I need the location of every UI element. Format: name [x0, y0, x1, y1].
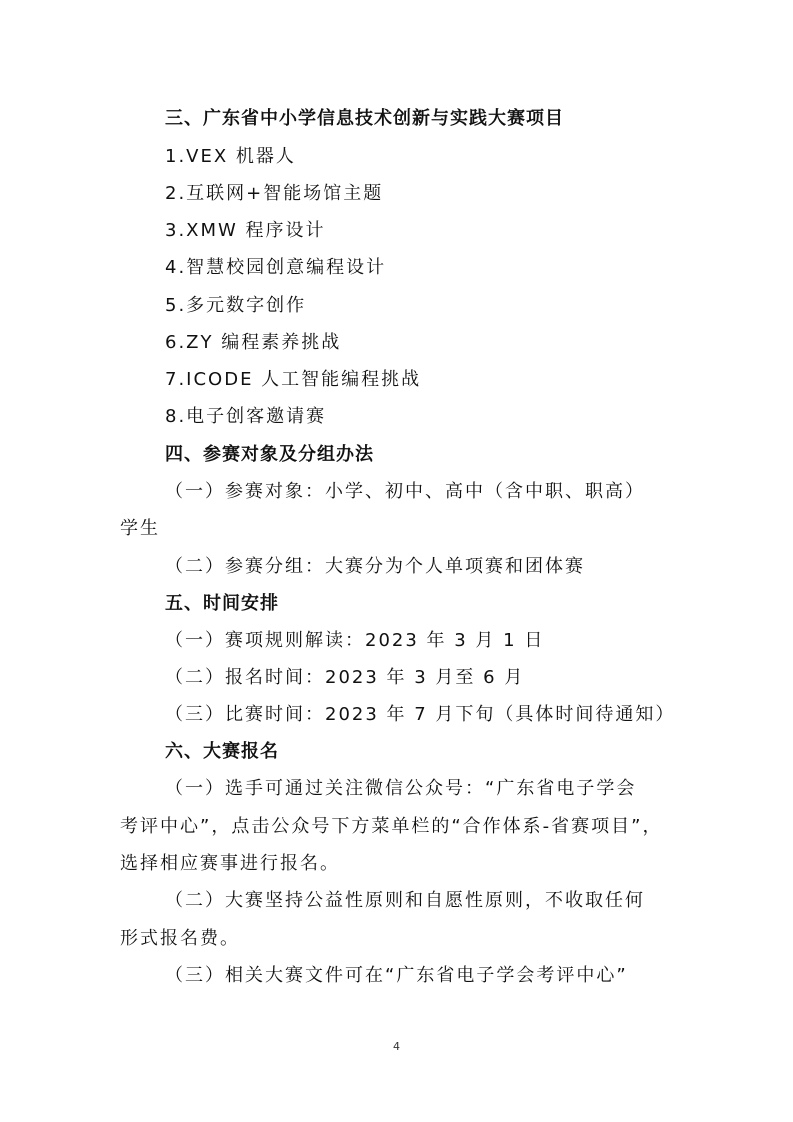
registration-paragraph-2-line-2: 形式报名费。: [120, 928, 240, 949]
project-item-4: 4.智慧校园创意编程设计: [165, 257, 387, 278]
registration-paragraph-1-line-1: （一）选手可通过关注微信公众号：“广东省电子学会: [165, 778, 637, 799]
registration-paragraph-3-line-1: （三）相关大赛文件可在“广东省电子学会考评中心”: [165, 965, 628, 986]
registration-paragraph-1-line-3: 选择相应赛事进行报名。: [120, 853, 340, 874]
project-item-2: 2.互联网+智能场馆主题: [165, 183, 384, 204]
page-number: 4: [393, 1040, 400, 1053]
section-3-heading: 三、广东省中小学信息技术创新与实践大赛项目: [165, 108, 564, 129]
registration-paragraph-2-line-1: （二）大赛坚持公益性原则和自愿性原则，不收取任何: [165, 890, 645, 911]
section-6-heading: 六、大赛报名: [165, 741, 279, 762]
participants-paragraph-line-2: 学生: [120, 518, 160, 539]
registration-paragraph-1-line-2: 考评中心”，点击公众号下方菜单栏的“合作体系-省赛项目”，: [120, 816, 663, 837]
project-item-8: 8.电子创客邀请赛: [165, 406, 327, 427]
grouping-paragraph: （二）参赛分组：大赛分为个人单项赛和团体赛: [165, 556, 585, 577]
project-item-5: 5.多元数字创作: [165, 295, 307, 316]
schedule-rules: （一）赛项规则解读：2023 年 3 月 1 日: [165, 630, 545, 651]
participants-paragraph-line-1: （一）参赛对象：小学、初中、高中（含中职、职高）: [165, 481, 645, 502]
project-item-6: 6.ZY 编程素养挑战: [165, 332, 342, 353]
project-item-1: 1.VEX 机器人: [165, 146, 296, 167]
project-item-3: 3.XMW 程序设计: [165, 220, 326, 241]
schedule-registration: （二）报名时间：2023 年 3 月至 6 月: [165, 667, 525, 688]
schedule-competition: （三）比赛时间：2023 年 7 月下旬（具体时间待通知）: [165, 704, 676, 725]
project-item-7: 7.ICODE 人工智能编程挑战: [165, 369, 422, 390]
section-5-heading: 五、时间安排: [165, 593, 279, 614]
section-4-heading: 四、参赛对象及分组办法: [165, 444, 374, 465]
